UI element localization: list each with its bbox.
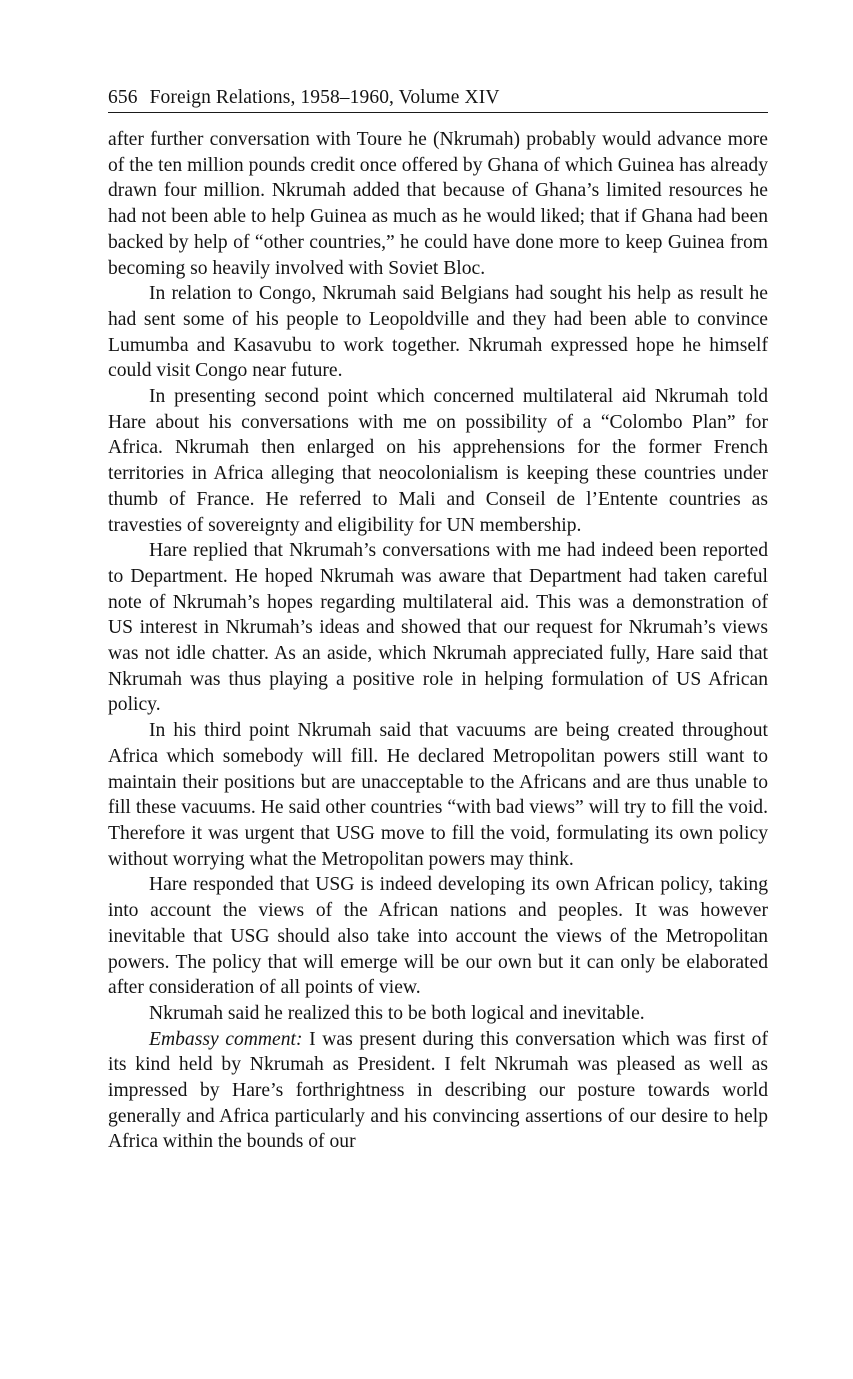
- paragraph-hare-reply: Hare replied that Nkrumah’s conversations with me had indeed been reported to Department. He hoped Nkrumah was aware that Department had taken careful note of Nkrumah’s hopes regarding multilateral aid. This was a demonstration of US interest in Nkrumah’s ideas and showed that our request for Nkrumah’s views was not idle chatter. As an aside, which Nkrumah appreciated fully, Hare said that Nkrumah was thus playing a positive role in helping formulation of US African policy.: [108, 540, 768, 716]
- paragraph-congo: In relation to Congo, Nkrumah said Belgians had sought his help as result he had sent some of his people to Leopoldville and they had been able to convince Lumumba and Kasavubu to work together. Nkrumah expressed hope he himself could visit Congo near future.: [108, 283, 768, 382]
- embassy-comment-text: I was present during this conversation which was first of its kind held by Nkrumah as President. I felt Nkrumah was pleased as well as impressed by Hare’s forthrightness in describing our posture towards world generally and Africa particularly and his convincing assertions of our desire to help Africa within the bounds of our: [108, 1028, 768, 1153]
- embassy-comment-label: Embassy comment:: [149, 1028, 303, 1050]
- page-number: 656: [108, 87, 138, 108]
- paragraph-continuation: after further conversation with Toure he (Nkrumah) probably would advance more of the ten million pounds credit once offered by Ghana of which Guinea has already drawn four million. Nkrumah added that because of Ghana’s limited resources he had not been able to help Guinea as much as he would liked; that if Ghana had been backed by help of “other countries,” he could have done more to keep Guinea from becoming so heavily involved with Soviet Bloc.: [108, 129, 768, 279]
- running-head: [108, 84, 768, 113]
- body-text: [108, 127, 768, 1155]
- paragraph-multilateral-aid: In presenting second point which concerned multilateral aid Nkrumah told Hare about his conversations with me on possibility of a “Colombo Plan” for Africa. Nkrumah then enlarged on his apprehensions for the former French territories in Africa alleging that neocolonialism is keeping these countries under thumb of France. He referred to Mali and Conseil de l’Entente countries as travesties of sovereignty and eligibility for UN membership.: [108, 386, 768, 536]
- paragraph-vacuums: In his third point Nkrumah said that vacuums are being created throughout Africa which somebody will fill. He declared Metropolitan powers still want to maintain their positions but are unacceptable to the Africans and are thus unable to fill these vacuums. He said other countries “with bad views” will try to fill the void. Therefore it was urgent that USG move to fill the void, formulating its own policy without worrying what the Metropolitan powers may think.: [108, 720, 768, 870]
- document-page: [108, 84, 768, 1155]
- paragraph-embassy-comment: [108, 1027, 768, 1156]
- publication-title: Foreign Relations, 1958–1960, Volume XIV: [149, 87, 500, 108]
- paragraph-hare-response: Hare responded that USG is indeed developing its own African policy, taking into account the views of the African nations and peoples. It was however inevitable that USG should also take into account the views of the Metropolitan powers. The policy that will emerge will be our own but it can only be elaborated after consideration of all points of view.: [108, 874, 768, 999]
- paragraph-nkrumah-agreement: Nkrumah said he realized this to be both logical and inevitable.: [149, 1002, 645, 1024]
